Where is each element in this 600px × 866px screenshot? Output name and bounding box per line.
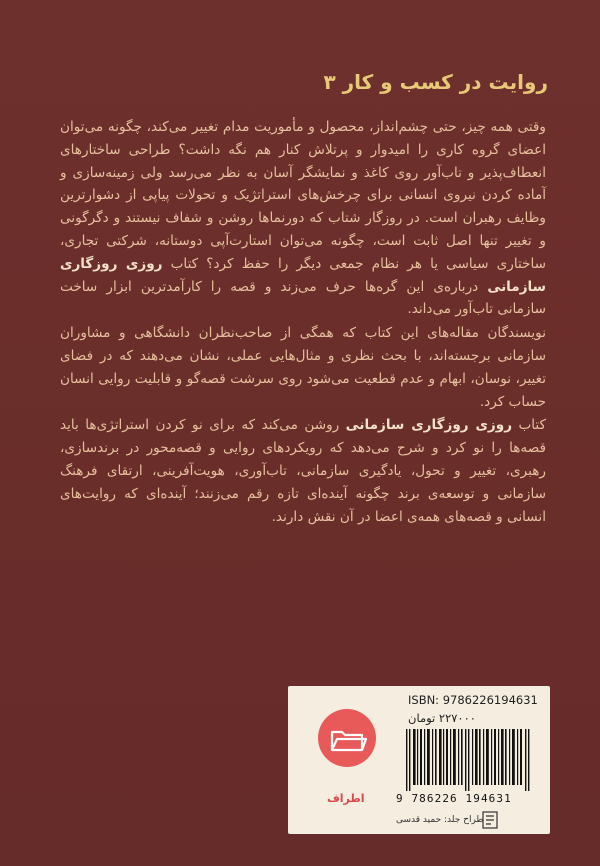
series-title: روایت در کسب و کار ۳ — [323, 70, 548, 94]
designer-stamp-icon — [482, 811, 498, 829]
paragraph-3: کتاب روزی روزگاری سازمانی روشن می‌کند که برای نو کردن استراتژی‌ها باید قصه‌ها را نو کرد و شرح می‌دهد که رویکردهای روایی و قصه‌محور در برندسازی، رهبری، تغییر و تحول، یادگیری سازمانی، تاب‌آوری، هویت‌آفرینی، ارتقای فرهنگ سازمانی و توسعه‌ی برند چگونه آینده‌ای تازه رقم می‌زنند؛ آینده‌ای که روایت‌های انسانی و قصه‌های همه‌ی اعضا در آن نقش دارند. — [60, 417, 546, 525]
publisher-logo-icon — [318, 709, 376, 767]
paragraph-1: وقتی همه چیز، حتی چشم‌انداز، محصول و مأموریت مدام تغییر می‌کند، چگونه می‌توان اعضای گروه کاری را امیدوار و پرتلاش کنار هم نگه داشت؟ طراحی ساختارهای انعطاف‌پذیر و تاب‌آور روی کاغذ و نمایشگر آسان به نظر می‌رسد ولی زمینه‌سازی و آماده کردن نیروی انسانی برای چرخش‌های استراتژیک و تحولات پیاپی از دشوارترین وظایف رهبران است. در روزگار شتاب که دورنماها روشن و شفاف نیستند و دگرگونی و تغییر تنها اصل ثابت است، چگونه می‌توان استارت‌آپی دوستانه، شرکتی تجاری، ساختاری سیاسی یا هر نظام جمعی دیگر را حفظ کرد؟ کتاب روزی روزگاری سازمانی درباره‌ی این گره‌ها حرف می‌زند و قصه را کارآمدترین ابزار ساخت سازمانی تاب‌آور می‌داند. — [60, 119, 546, 318]
barcode-icon — [404, 729, 534, 791]
blurb-text — [60, 116, 546, 528]
isbn: ISBN: 9786226194631 — [408, 693, 538, 707]
paragraph-2: نویسندگان مقاله‌های این کتاب که همگی از صاحب‌نظران دانشگاهی و مشاوران سازمانی برجسته‌اند، با بحث نظری و مثال‌هایی عملی، نشان می‌دهند که در فضای تغییر، نوسان، ابهام و عدم قطعیت می‌شود روی سرشت قصه‌گو و قابلیت روایی انسان حساب کرد. — [60, 325, 546, 410]
publisher-name: اطراف — [327, 792, 365, 805]
folder-icon — [318, 709, 376, 767]
book-title-inline: روزی روزگاری سازمانی — [60, 255, 546, 295]
book-title-inline: روزی روزگاری سازمانی — [345, 417, 513, 434]
barcode-digits: 9 786226 194631 — [396, 792, 512, 805]
cover-designer-credit: طراح جلد: حمید قدسی — [396, 815, 484, 825]
price: ۲۲۷۰۰۰ تومان — [408, 711, 476, 725]
